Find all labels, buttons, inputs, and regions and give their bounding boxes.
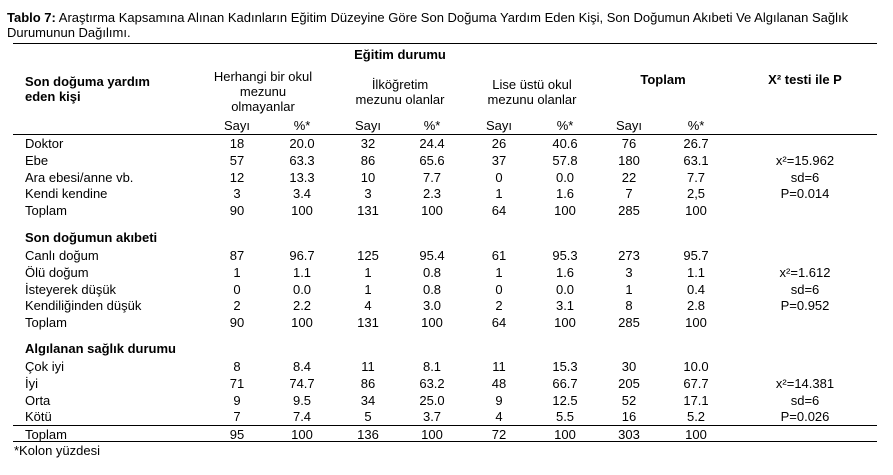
table-cell: 0.0: [555, 169, 575, 185]
table-cell: 100: [685, 427, 707, 442]
table-cell: 0.0: [292, 281, 312, 297]
table-cell: 2,5: [686, 186, 706, 202]
table-cell: 65.6: [419, 152, 445, 168]
table-cell: 131: [357, 315, 379, 331]
table-cell: 66.7: [552, 375, 578, 391]
stat-value: x²=1.612: [779, 264, 831, 280]
table-cell: 205: [618, 375, 640, 391]
table-cell: 1.6: [555, 264, 575, 280]
table-cell: 86: [360, 375, 376, 391]
header-col2-1: İlköğretim: [371, 77, 429, 92]
subheader-cell: Sayı: [223, 118, 251, 133]
table-cell: 95: [229, 427, 245, 442]
table-cell: 64: [491, 315, 507, 331]
table-cell: 24.4: [419, 136, 445, 151]
caption-text: Araştırma Kapsamına Alınan Kadınların Eğitim Düzeyine Göre Son Doğuma Yardım Eden Kişi, Son Doğumun Akıbeti Ve Algılanan Sağlık Durumunun Dağılımı.: [7, 10, 849, 40]
table-cell: 0.8: [422, 281, 442, 297]
rule-top: [13, 43, 877, 44]
table-cell: 1: [364, 264, 372, 280]
table-cell: 8.4: [292, 359, 312, 374]
table-cell: 100: [554, 315, 576, 331]
table-cell: 10: [360, 169, 376, 185]
table-cell: 8: [625, 298, 633, 314]
table-cell: 96.7: [289, 248, 315, 263]
table-cell: 3: [233, 186, 241, 202]
row-label: Ara ebesi/anne vb.: [25, 169, 134, 185]
table-cell: 13.3: [289, 169, 315, 185]
table-cell: 136: [357, 427, 379, 442]
header-col3-1: Lise üstü okul: [492, 77, 572, 92]
table-cell: 90: [229, 203, 245, 219]
table-cell: 26: [491, 136, 507, 151]
table-cell: 4: [364, 298, 372, 314]
table-cell: 17.1: [683, 392, 709, 408]
footnote: *Kolon yüzdesi: [14, 443, 100, 458]
table-cell: 303: [618, 427, 640, 442]
header-group: Eğitim durumu: [354, 47, 446, 62]
table-cell: 30: [621, 359, 637, 374]
table-cell: 125: [357, 248, 379, 263]
table-cell: 1: [495, 186, 503, 202]
table-cell: 3: [364, 186, 372, 202]
table-cell: 9.5: [292, 392, 312, 408]
table-cell: 1.1: [292, 264, 312, 280]
table-cell: 2.8: [686, 298, 706, 314]
table-cell: 20.0: [289, 136, 315, 151]
table-cell: 1.1: [686, 264, 706, 280]
table-cell: 8: [233, 359, 241, 374]
table-cell: 0.8: [422, 264, 442, 280]
header-col2-2: mezunu olanlar: [355, 92, 445, 107]
table-cell: 10.0: [683, 359, 709, 374]
stat-value: x²=15.962: [775, 152, 835, 168]
subheader-cell: %*: [423, 118, 441, 133]
table-cell: 52: [621, 392, 637, 408]
table-cell: 0: [495, 169, 503, 185]
rule-total: [13, 425, 877, 426]
table-cell: 285: [618, 203, 640, 219]
table-cell: 9: [233, 392, 241, 408]
table-cell: 1: [495, 264, 503, 280]
table-cell: 90: [229, 315, 245, 331]
table-cell: 15.3: [552, 359, 578, 374]
table-cell: 3.7: [422, 409, 442, 425]
table-cell: 63.1: [683, 152, 709, 168]
table-cell: 100: [421, 203, 443, 219]
table-cell: 100: [291, 427, 313, 442]
table-cell: 100: [421, 315, 443, 331]
table-cell: 12: [229, 169, 245, 185]
header-total: Toplam: [640, 72, 686, 87]
stat-value: P=0.952: [780, 298, 830, 314]
stat-value: P=0.014: [780, 186, 830, 202]
table-cell: 100: [291, 315, 313, 331]
table-cell: 3.0: [422, 298, 442, 314]
table-cell: 100: [554, 427, 576, 442]
table-cell: 76: [621, 136, 637, 151]
header-col1-1: Herhangi bir okul: [213, 69, 313, 84]
table-cell: 100: [685, 203, 707, 219]
table-cell: 2: [495, 298, 503, 314]
table-cell: 61: [491, 248, 507, 263]
table-cell: 57.8: [552, 152, 578, 168]
stat-value: sd=6: [790, 392, 820, 408]
table-cell: 57: [229, 152, 245, 168]
table-cell: 64: [491, 203, 507, 219]
rule-bottom: [13, 441, 877, 442]
table-cell: 3.1: [555, 298, 575, 314]
subheader-cell: Sayı: [615, 118, 643, 133]
table-cell: 7.7: [686, 169, 706, 185]
table-cell: 18: [229, 136, 245, 151]
table-cell: 86: [360, 152, 376, 168]
table-cell: 32: [360, 136, 376, 151]
table-cell: 8.1: [422, 359, 442, 374]
table-cell: 95.4: [419, 248, 445, 263]
row-label: Çok iyi: [25, 359, 65, 374]
table-cell: 95.3: [552, 248, 578, 263]
table-cell: 26.7: [683, 136, 709, 151]
table-cell: 0.0: [555, 281, 575, 297]
table-cell: 87: [229, 248, 245, 263]
table-cell: 285: [618, 315, 640, 331]
subheader-cell: Sayı: [354, 118, 382, 133]
stat-value: P=0.026: [780, 409, 830, 425]
table-cell: 1: [233, 264, 241, 280]
section-title: Algılanan sağlık durumu: [25, 341, 176, 356]
table-cell: 100: [685, 315, 707, 331]
row-label: Kötü: [25, 409, 52, 425]
subheader-cell: %*: [687, 118, 705, 133]
table-cell: 48: [491, 375, 507, 391]
header-test: X² testi ile P: [768, 72, 842, 87]
table-cell: 1.6: [555, 186, 575, 202]
table-cell: 131: [357, 203, 379, 219]
table-cell: 100: [291, 203, 313, 219]
table-cell: 67.7: [683, 375, 709, 391]
header-row-label-2: eden kişi: [25, 89, 81, 104]
table-caption: [7, 10, 887, 40]
table-cell: 72: [491, 427, 507, 442]
table-cell: 100: [421, 427, 443, 442]
table-cell: 37: [491, 152, 507, 168]
section-title: Son doğumun akıbeti: [25, 230, 158, 245]
table-cell: 0: [233, 281, 241, 297]
table-cell: 1: [625, 281, 633, 297]
table-cell: 1: [364, 281, 372, 297]
subheader-cell: %*: [556, 118, 574, 133]
rule-header: [13, 134, 877, 135]
table-cell: 7: [625, 186, 633, 202]
table-cell: 7.4: [292, 409, 312, 425]
table-cell: 5.5: [555, 409, 575, 425]
table-cell: 180: [618, 152, 640, 168]
table-cell: 22: [621, 169, 637, 185]
subheader-cell: Sayı: [485, 118, 513, 133]
table-cell: 12.5: [552, 392, 578, 408]
row-label: Toplam: [25, 315, 67, 331]
row-label: Kendi kendine: [25, 186, 108, 202]
row-label: Ölü doğum: [25, 264, 89, 280]
row-label: Doktor: [25, 136, 64, 151]
table-cell: 3.4: [292, 186, 312, 202]
table-cell: 63.3: [289, 152, 315, 168]
table-cell: 11: [361, 359, 375, 374]
table-cell: 2.2: [292, 298, 312, 314]
table-cell: 100: [554, 203, 576, 219]
row-label: Toplam: [25, 203, 67, 219]
header-col3-2: mezunu olanlar: [487, 92, 577, 107]
table-cell: 9: [495, 392, 503, 408]
row-label: Ebe: [25, 152, 49, 168]
row-label: Orta: [25, 392, 51, 408]
table-cell: 5: [364, 409, 372, 425]
row-label: Canlı doğum: [25, 248, 99, 263]
stat-value: sd=6: [790, 281, 820, 297]
table-cell: 0: [495, 281, 503, 297]
table-cell: 11: [492, 359, 506, 374]
table-cell: 3: [625, 264, 633, 280]
stat-value: sd=6: [790, 169, 820, 185]
table-cell: 63.2: [419, 375, 445, 391]
table-cell: 74.7: [289, 375, 315, 391]
table-cell: 95.7: [683, 248, 709, 263]
table-cell: 273: [618, 248, 640, 263]
stat-value: x²=14.381: [775, 375, 835, 391]
row-label: Kendiliğinden düşük: [25, 298, 142, 314]
table-cell: 5.2: [686, 409, 706, 425]
header-col1-2: mezunu: [239, 84, 287, 99]
table-cell: 71: [229, 375, 245, 391]
table-cell: 7: [233, 409, 241, 425]
caption-label: Tablo 7:: [7, 10, 56, 25]
header-col1-3: olmayanlar: [231, 99, 295, 114]
table-cell: 7.7: [422, 169, 442, 185]
row-label: İsteyerek düşük: [25, 281, 117, 297]
subheader-cell: %*: [293, 118, 311, 133]
table-cell: 25.0: [419, 392, 445, 408]
table-cell: 2.3: [422, 186, 442, 202]
table-cell: 4: [495, 409, 503, 425]
table-cell: 16: [621, 409, 637, 425]
row-label: Toplam: [25, 427, 67, 442]
table-cell: 34: [360, 392, 376, 408]
table-cell: 0.4: [686, 281, 706, 297]
table-cell: 2: [233, 298, 241, 314]
header-row-label-1: Son doğuma yardım: [25, 74, 150, 89]
table-cell: 40.6: [552, 136, 578, 151]
row-label: İyi: [25, 375, 38, 391]
